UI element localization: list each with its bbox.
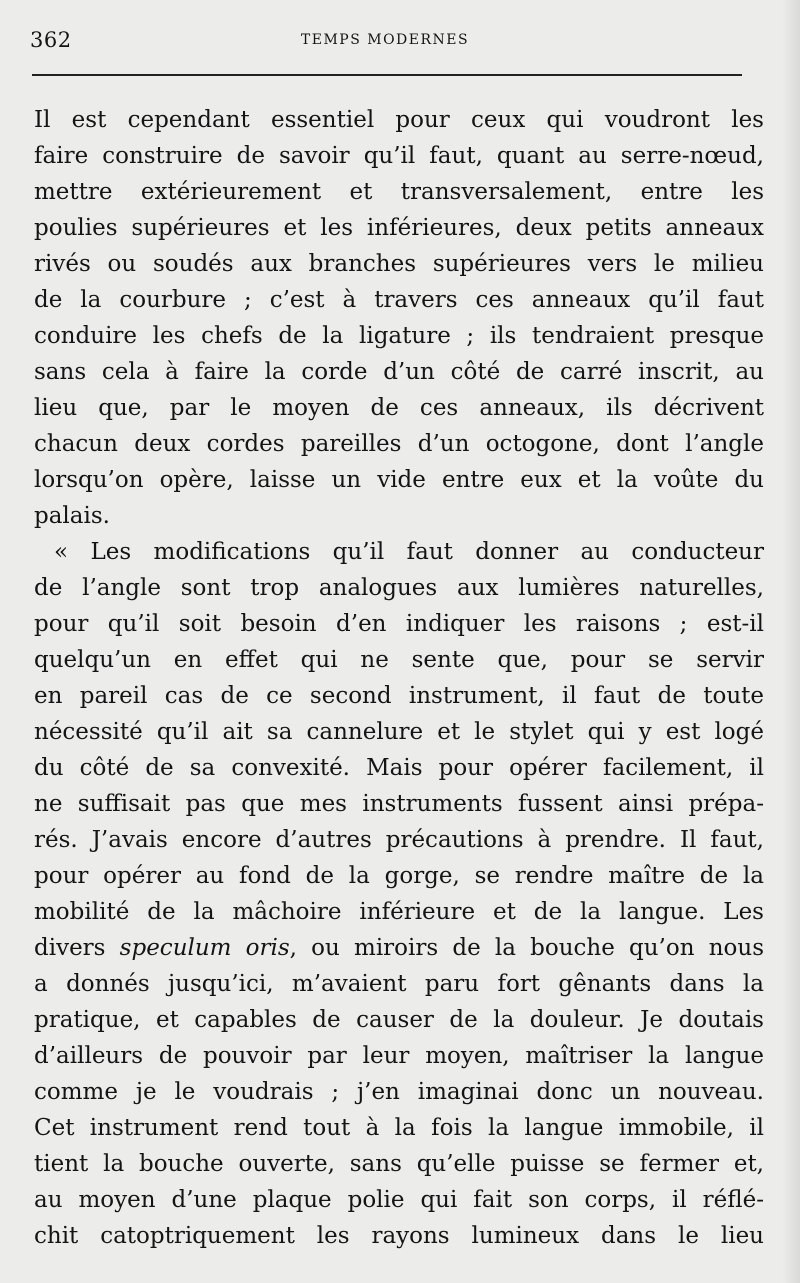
header-rule xyxy=(32,74,742,76)
page-number: 362 xyxy=(30,28,72,52)
text-line: Cet instrument rend tout à la fois la langue immobile, il xyxy=(34,1115,764,1141)
text-line: de la courbure ; c’est à travers ces anneaux qu’il faut xyxy=(34,287,764,313)
body-text xyxy=(34,102,764,1254)
text-line: tient la bouche ouverte, sans qu’elle puisse se fermer et, xyxy=(34,1151,764,1177)
text-line: rés. J’avais encore d’autres précautions à prendre. Il faut, xyxy=(34,827,764,853)
paragraph-2 xyxy=(34,534,764,1254)
text-line: ne suffisait pas que mes instruments fussent ainsi prépa- xyxy=(34,791,764,817)
text-line-with-italic xyxy=(34,930,764,966)
text-line: pour qu’il soit besoin d’en indiquer les raisons ; est-il xyxy=(34,611,764,637)
text-line: chacun deux cordes pareilles d’un octogone, dont l’angle xyxy=(34,431,764,457)
text-line: conduire les chefs de la ligature ; ils tendraient presque xyxy=(34,323,764,349)
italic-term: speculum oris xyxy=(119,935,290,961)
text-line: d’ailleurs de pouvoir par leur moyen, maîtriser la langue xyxy=(34,1043,764,1069)
text-line: chit catoptriquement les rayons lumineux dans le lieu xyxy=(34,1223,764,1249)
running-title: TEMPS MODERNES xyxy=(300,32,470,48)
text-line: au moyen d’une plaque polie qui fait son corps, il réflé- xyxy=(34,1187,764,1213)
text-line: rivés ou soudés aux branches supérieures vers le milieu xyxy=(34,251,764,277)
text-line: lieu que, par le moyen de ces anneaux, ils décrivent xyxy=(34,395,764,421)
text-line: mettre extérieurement et transversalement, entre les xyxy=(34,179,764,205)
text-line: du côté de sa convexité. Mais pour opérer facilement, il xyxy=(34,755,764,781)
text-line: « Les modifications qu’il faut donner au conducteur xyxy=(54,539,764,565)
paragraph-1 xyxy=(34,102,764,534)
text-line: poulies supérieures et les inférieures, deux petits anneaux xyxy=(34,215,764,241)
text-line: sans cela à faire la corde d’un côté de carré inscrit, au xyxy=(34,359,764,385)
text-line: en pareil cas de ce second instrument, il faut de toute xyxy=(34,683,764,709)
text-line: pour opérer au fond de la gorge, se rendre maître de la xyxy=(34,863,764,889)
text-line: a donnés jusqu’ici, m’avaient paru fort gênants dans la xyxy=(34,971,764,997)
text-line: nécessité qu’il ait sa cannelure et le stylet qui y est logé xyxy=(34,719,764,745)
text-line: faire construire de savoir qu’il faut, quant au serre-nœud, xyxy=(34,143,764,169)
text-line: Il est cependant essentiel pour ceux qui voudront les xyxy=(34,107,764,133)
text-line: lorsqu’on opère, laisse un vide entre eux et la voûte du xyxy=(34,467,764,493)
text-line: de l’angle sont trop analogues aux lumières naturelles, xyxy=(34,575,764,601)
running-head xyxy=(30,28,740,58)
text-line: quelqu’un en effet qui ne sente que, pour se servir xyxy=(34,647,764,673)
text-line: pratique, et capables de causer de la douleur. Je doutais xyxy=(34,1007,764,1033)
text-line: comme je le voudrais ; j’en imaginai donc un nouveau. xyxy=(34,1079,764,1105)
line-segment: divers xyxy=(34,935,120,961)
text-line: mobilité de la mâchoire inférieure et de la langue. Les xyxy=(34,899,764,925)
line-segment: , ou miroirs de la bouche qu’on nous xyxy=(289,935,764,961)
text-line: palais. xyxy=(34,503,110,529)
